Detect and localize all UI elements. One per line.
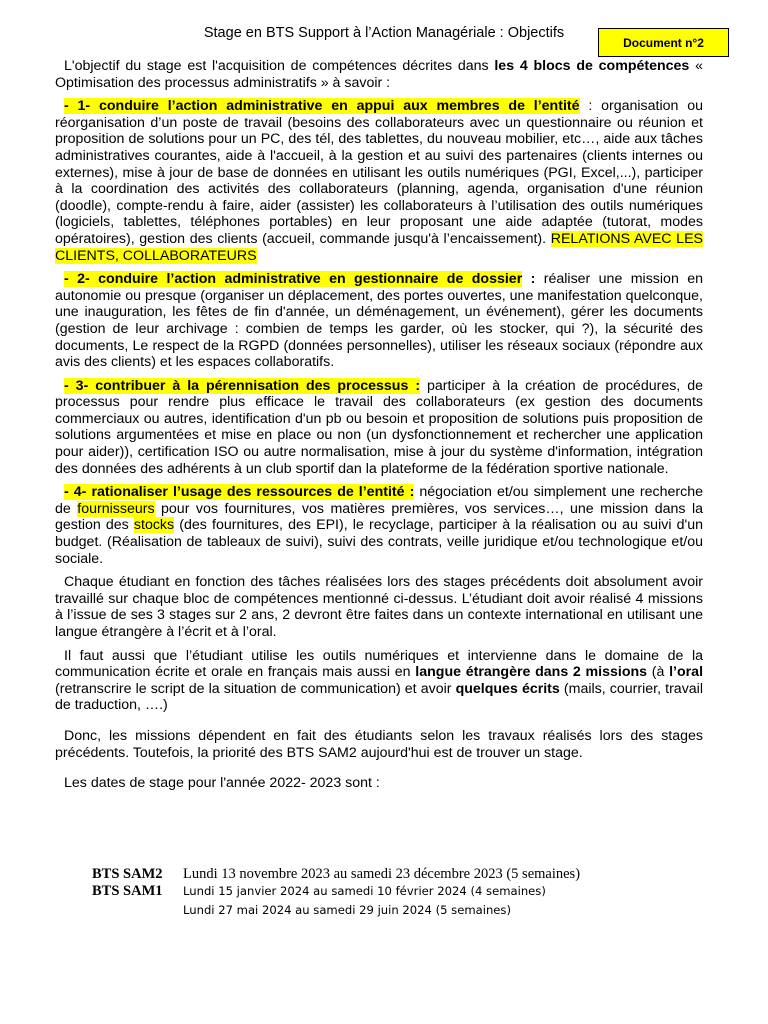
bloc-1-heading: - 1- conduire l’action administrative en appui aux membres de l’entité bbox=[64, 98, 580, 115]
intro-text-end: « Optimisation des processus administratifs » à savoir : bbox=[55, 58, 703, 91]
bloc-4-highlight-fournisseurs: fournisseurs bbox=[77, 500, 155, 517]
document-badge: Document n°2 bbox=[598, 28, 729, 57]
bloc-1-paragraph bbox=[55, 98, 703, 264]
dates-row-sam1 bbox=[92, 883, 580, 900]
bloc-4-text-2: pour vos fournitures, vos matières premières, vos services…, une mission dans la gestion des bbox=[55, 500, 703, 534]
langue-text-3: (retranscrire le script de la situation de communication) et avoir bbox=[55, 680, 456, 697]
sam1-value-2: Lundi 27 mai 2024 au samedi 29 juin 2024 (5 semaines) bbox=[183, 903, 511, 917]
donc-paragraph: Donc, les missions dépendent en fait des étudiants selon les travaux réalisés lors des stages précédents. Toutefois, la priorité des BTS SAM2 aujourd'hui est de trouver un stage. bbox=[55, 727, 703, 761]
bloc-4-paragraph bbox=[55, 484, 703, 567]
empty-label bbox=[92, 902, 183, 919]
langue-text: Il faut aussi que l’étudiant utilise les outils numériques et intervienne dans le domaine de la communication écrite et orale en français mais aussi en bbox=[55, 647, 703, 681]
bloc-2-heading: - 2- conduire l’action administrative en gestionnaire de dossier bbox=[64, 271, 523, 288]
bloc-4-highlight-stocks: stocks bbox=[133, 517, 175, 534]
dates-table bbox=[92, 866, 580, 919]
intro-text: L'objectif du stage est l'acquisition de compétences décrites dans bbox=[64, 58, 495, 74]
dates-row-sam2 bbox=[92, 866, 580, 883]
langue-paragraph bbox=[55, 648, 703, 714]
sam1-label: BTS SAM1 bbox=[92, 883, 163, 899]
langue-text-2: (à bbox=[647, 664, 670, 681]
bloc-2-paragraph bbox=[55, 271, 703, 371]
bloc-4-text-3: (des fournitures, des EPI), le recyclage, participer à la réalisation ou au suivi d'un budget. (Réalisation de tableaux de suivi), suivi des contrats, veille juridique et/ou technologique et/ou sociale. bbox=[55, 517, 703, 567]
dates-intro-paragraph: Les dates de stage pour l'année 2022- 2023 sont : bbox=[64, 775, 380, 792]
sam2-value: Lundi 13 novembre 2023 au samedi 23 décembre 2023 (5 semaines) bbox=[183, 866, 581, 882]
langue-text-4: (mails, courrier, travail de traduction, ….) bbox=[55, 680, 703, 714]
intro-bold: les 4 blocs de compétences bbox=[494, 58, 690, 74]
langue-bold-1: langue étrangère dans 2 missions bbox=[415, 664, 648, 681]
document-body bbox=[55, 58, 703, 799]
bloc-4-heading: - 4- rationaliser l’usage des ressources de l’entité : bbox=[64, 484, 415, 501]
langue-bold-3: quelques écrits bbox=[455, 680, 560, 697]
bloc-1-tag: RELATIONS AVEC LES CLIENTS, COLLABORATEURS bbox=[55, 230, 703, 264]
missions-paragraph: Chaque étudiant en fonction des tâches réalisées lors des stages précédents doit absolument avoir travaillé sur chaque bloc de compétences mentionné ci-dessus. L’étudiant doit avoir réalisé 4 missions à l’issue de ses 3 stages sur 2 ans, 2 devront être faites dans un contexte international en utilisant une langue étrangère à l’écrit et à l’oral. bbox=[55, 574, 703, 640]
page-title: Stage en BTS Support à l’Action Managériale : Objectifs bbox=[203, 25, 565, 41]
sam2-label: BTS SAM2 bbox=[92, 866, 163, 882]
bloc-3-text: participer à la création de procédures, de processus pour rendre plus efficace le travail des collaborateurs (ex gestion des documents commerciaux ou autres, identification d'un pb ou besoin et proposition de solutions puis proposition de solutions argumentées et mise en place ou non (un dysfonctionnement et rechercher une application pour aider)), certification ISO ou autre normalisation, mise à jour du système d'information, intégration des données des adhérents à un club sportif dan la plateforme de la fédération sportive nationale. bbox=[55, 377, 703, 477]
bloc-2-text: réaliser une mission en autonomie ou presque (organiser un déplacement, des portes ouvertes, une manifestation quelconque, une inauguration, les fêtes de fin d'année, un déménagement, un événement), gérer les documents (gestion de leur archivage : combien de temps les garder, où les stocker, qui ?), la sécurité des documents, Le respect de la RGPD (données personnelles), utiliser les réseaux sociaux (répondre aux avis des clients) et les espaces collaboratifs. bbox=[55, 271, 704, 371]
bloc-1-text: : organisation ou réorganisation d’un poste de travail (besoins des collaborateurs avec un questionnaire ou réunion et proposition de solutions pour un PC, des tél, des tablettes, du nouveau mobilier, etc…, aide aux tâches administratives courantes, aide à l'accueil, à la gestion et au suivi des partenaires (clients internes ou externes), mise à jour de base de données en utilisant les outils numériques (PGI, Excel,...), participer à la coordination des activités des collaborateurs (planning, agenda, organisation d'une réunion (doodle), compte-rendu à faire, aider (assister) les collaborateurs à l’utilisation des outils numériques (logiciels, tablettes, téléphones portables) en leur proposant une aide adaptée (tutorat, modes opératoires), gestion des clients (accueil, commande jusqu'à l’encaissement). bbox=[55, 98, 703, 247]
langue-bold-2: l’oral bbox=[669, 664, 704, 681]
intro-paragraph bbox=[55, 58, 703, 91]
bloc-3-heading: - 3- contribuer à la pérennisation des processus : bbox=[64, 377, 421, 394]
bloc-2-colon: : bbox=[522, 271, 536, 288]
dates-row-sam1-second bbox=[92, 902, 580, 919]
sam1-value-1: Lundi 15 janvier 2024 au samedi 10 février 2024 (4 semaines) bbox=[183, 884, 546, 898]
bloc-4-text: négociation et/ou simplement une recherche de bbox=[55, 484, 703, 517]
bloc-3-paragraph bbox=[55, 378, 703, 478]
